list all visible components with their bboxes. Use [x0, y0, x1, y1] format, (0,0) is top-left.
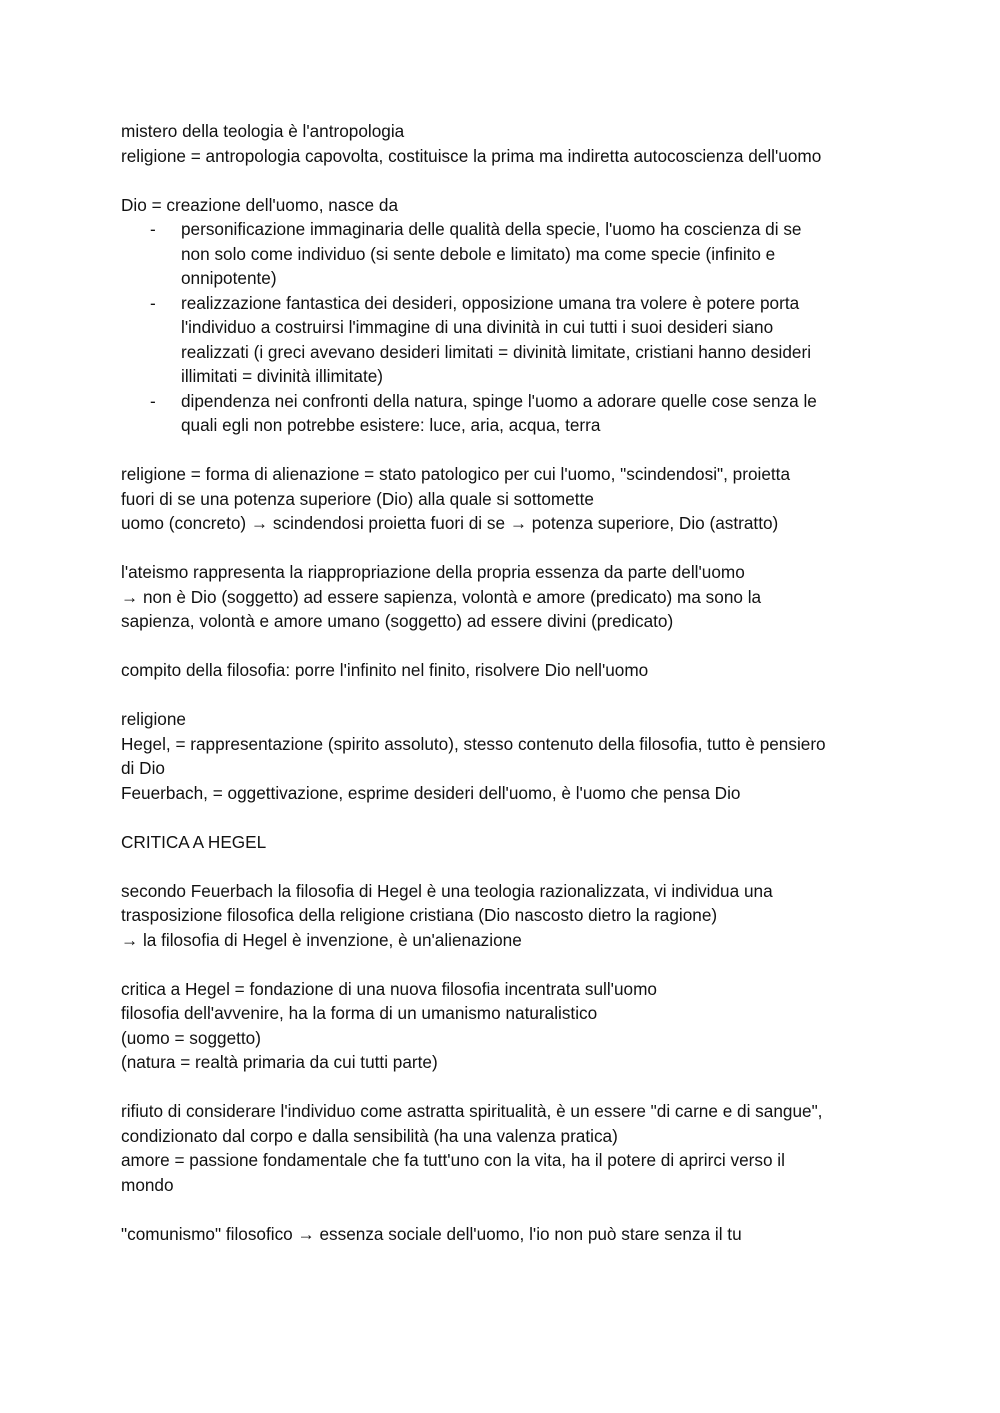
dash-bullet: - [150, 390, 156, 411]
text-line: mondo [121, 1174, 174, 1195]
paragraph-gap [121, 438, 891, 463]
text-line: l'ateismo rappresenta la riappropriazione della propria essenza da parte dell'uomo [121, 562, 745, 582]
text-line: "comunismo" filosofico → essenza sociale dell'uomo, l'io non può stare senza il tu [121, 1223, 742, 1244]
text-line: religione = forma di alienazione = stato patologico per cui l'uomo, "scindendosi", proietta [121, 464, 791, 484]
text-line: Hegel, = rappresentazione (spirito assoluto), stesso contenuto della filosofia, tutto è pensiero [121, 733, 826, 754]
text-line: condizionato dal corpo e dalla sensibilità (ha una valenza pratica) [121, 1125, 618, 1146]
text-line: critica a Hegel = fondazione di una nuova filosofia incentrata sull'uomo [121, 978, 657, 999]
text-line: (uomo = soggetto) [121, 1027, 261, 1048]
text-line: illimitati = divinità illimitate) [181, 366, 384, 386]
paragraph-gap [121, 536, 891, 561]
text-line: Feuerbach, = oggettivazione, esprime desideri dell'uomo, è l'uomo che pensa Dio [121, 782, 741, 803]
text-line: compito della filosofia: porre l'infinito nel finito, risolvere Dio nell'uomo [121, 660, 649, 680]
text-line: (natura = realtà primaria da cui tutti parte) [121, 1052, 438, 1072]
text-line: religione = antropologia capovolta, costituisce la prima ma indiretta autocoscienza dell'uomo [121, 145, 822, 166]
paragraph-gap [121, 1075, 891, 1100]
text-line: secondo Feuerbach la filosofia di Hegel è una teologia razionalizzata, vi individua una [121, 880, 773, 901]
text-line: fuori di se una potenza superiore (Dio) alla quale si sottomette [121, 488, 594, 509]
text-line: sapienza, volontà e amore umano (soggetto) ad essere divini (predicato) [121, 611, 674, 631]
list-item [150, 217, 891, 291]
paragraph-gap [121, 634, 891, 659]
text-line: l'individuo a costruirsi l'immagine di una divinità in cui tutti i suoi desideri siano [181, 317, 774, 337]
dash-bullet: - [150, 219, 156, 239]
text-line: trasposizione filosofica della religione cristiana (Dio nascosto dietro la ragione) [121, 905, 718, 925]
text-line: onnipotente) [181, 268, 277, 288]
text-line: rifiuto di considerare l'individuo come astratta spiritualità, è un essere "di carne e di sangue", [121, 1101, 823, 1121]
text-line: mistero della teologia è l'antropologia [121, 121, 405, 141]
paragraph-gap [121, 168, 891, 193]
text-line: uomo (concreto) → scindendosi proietta fuori di se → potenza superiore, Dio (astratto) [121, 513, 779, 533]
text-line: religione [121, 709, 186, 729]
text-line: personificazione immaginaria delle qualità della specie, l'uomo ha coscienza di se [181, 219, 802, 239]
paragraph-gap [121, 1197, 891, 1222]
list-item [150, 389, 891, 438]
text-line: di Dio [121, 758, 165, 778]
text-line: dipendenza nei confronti della natura, spinge l'uomo a adorare quelle cose senza le [181, 390, 817, 411]
document-page [121, 119, 891, 1246]
dash-bullet: - [150, 292, 156, 313]
paragraph-gap [121, 805, 891, 830]
text-line: realizzazione fantastica dei desideri, opposizione umana tra volere è potere porta [181, 292, 800, 313]
paragraph-gap [121, 952, 891, 977]
section-heading: CRITICA A HEGEL [121, 831, 267, 852]
paragraph-gap [121, 854, 891, 879]
dash-list [121, 217, 891, 438]
text-line: non solo come individuo (si sente debole e limitato) ma come specie (infinito e [181, 243, 776, 264]
text-line: → non è Dio (soggetto) ad essere sapienza, volontà e amore (predicato) ma sono la [121, 586, 762, 607]
text-line: realizzati (i greci avevano desideri limitati = divinità limitate, cristiani hanno desideri [181, 341, 812, 362]
text-line: → la filosofia di Hegel è invenzione, è un'alienazione [121, 929, 522, 950]
text-line: quali egli non potrebbe esistere: luce, aria, acqua, terra [181, 415, 601, 435]
text-line: filosofia dell'avvenire, ha la forma di un umanismo naturalistico [121, 1003, 598, 1023]
list-heading: Dio = creazione dell'uomo, nasce da [121, 194, 399, 215]
text-line: amore = passione fondamentale che fa tutt'uno con la vita, ha il potere di aprirci verso il [121, 1150, 785, 1170]
paragraph-gap [121, 683, 891, 708]
list-item [150, 291, 891, 389]
